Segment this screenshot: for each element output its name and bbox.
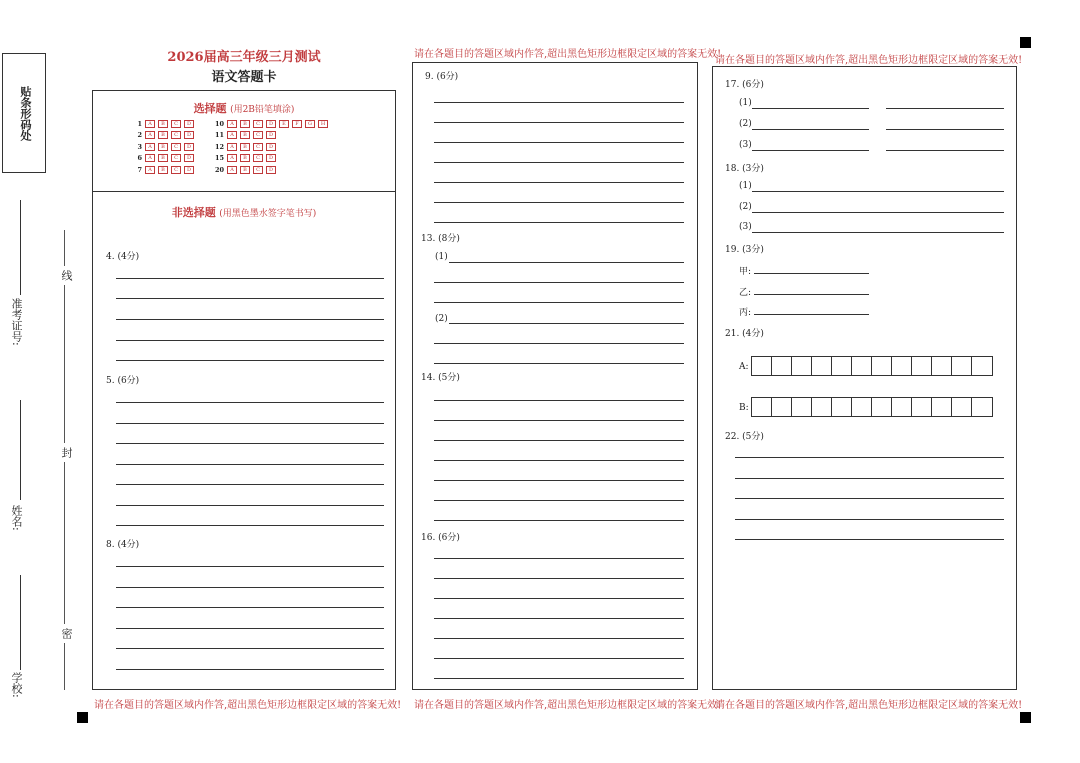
question-13-label: 13. (8分) [421,234,460,244]
question-17-part-3: (3) [739,140,752,150]
answer-line[interactable] [434,658,684,659]
answer-line[interactable] [754,273,869,274]
answer-line[interactable] [752,232,1004,233]
warning-bottom-middle: 请在各题目的答题区域内作答,超出黑色矩形边框限定区域的答案无效! [414,700,722,711]
barcode-label: 贴条形码处 [19,86,32,141]
question-16-label: 16. (6分) [421,533,460,543]
answer-line[interactable] [434,400,684,401]
question-22-label: 22. (5分) [725,432,764,442]
school-underline [20,575,21,670]
answer-line[interactable] [116,566,384,567]
answer-line[interactable] [886,129,1004,130]
question-17-part-2: (2) [739,119,752,129]
registration-mark-bottom-right [1020,712,1031,723]
question-19-part-c: 丙: [739,308,752,318]
warning-bottom-right: 请在各题目的答题区域内作答,超出黑色矩形边框限定区域的答案无效! [715,700,1023,711]
seal-char-mi: 密 [58,624,74,643]
answer-line[interactable] [754,314,869,315]
answer-line[interactable] [116,484,384,485]
registration-mark-top-right [1020,37,1031,48]
question-17-part-1: (1) [739,98,752,108]
question-19-label: 19. (3分) [725,245,764,255]
choice-row[interactable]: 15 A B C D [212,154,276,162]
answer-line[interactable] [434,618,684,619]
nonchoice-heading [92,204,396,220]
answer-line[interactable] [116,278,384,279]
answer-line[interactable] [886,108,1004,109]
question-21-part-a: A: [739,362,749,372]
answer-line[interactable] [116,607,384,608]
question-8-label: 8. (4分) [106,540,140,550]
answer-line[interactable] [752,212,1004,213]
question-18-part-1: (1) [739,181,752,191]
answer-line[interactable] [116,525,384,526]
warning-top-middle: 请在各题目的答题区域内作答,超出黑色矩形边框限定区域的答案无效! [414,49,722,60]
question-17-label: 17. (6分) [725,80,764,90]
panel-right [712,66,1017,690]
answer-line[interactable] [735,498,1004,499]
answer-line[interactable] [116,628,384,629]
answer-line[interactable] [434,480,684,481]
question-13-part-1: (1) [435,252,448,262]
warning-bottom-left: 请在各题目的答题区域内作答,超出黑色矩形边框限定区域的答案无效! [94,700,402,711]
answer-line[interactable] [449,262,684,263]
character-grid-a[interactable] [751,356,993,376]
answer-line[interactable] [434,282,684,283]
answer-line[interactable] [735,457,1004,458]
answer-line[interactable] [434,638,684,639]
answer-line[interactable] [434,102,684,103]
question-18-part-3: (3) [739,222,752,232]
choice-row[interactable]: 7 A B C D [134,166,194,174]
choice-title: 选择题 [193,102,227,115]
answer-line[interactable] [752,191,1004,192]
question-18-part-2: (2) [739,202,752,212]
answer-line[interactable] [735,519,1004,520]
choice-note: (用2B铅笔填涂) [230,105,295,115]
barcode-box [2,53,46,173]
seal-char-line: 线 [58,266,74,285]
choice-row[interactable]: 10 A B C D E F G H [212,120,328,128]
choice-heading [92,100,396,116]
answer-line[interactable] [434,302,684,303]
question-13-part-2: (2) [435,314,448,324]
choice-row[interactable]: 3 A B C D [134,143,194,151]
seal-char-seal: 封 [58,443,74,462]
name-underline [20,400,21,500]
question-9-label: 9. (6分) [425,72,459,82]
choice-row[interactable]: 20 A B C D [212,166,276,174]
answer-line[interactable] [116,360,384,361]
answer-line[interactable] [434,343,684,344]
answer-line[interactable] [886,150,1004,151]
answer-line[interactable] [116,648,384,649]
answer-line[interactable] [116,464,384,465]
answer-line[interactable] [116,443,384,444]
answer-line[interactable] [735,478,1004,479]
name-label: 姓名: [10,505,23,531]
answer-line[interactable] [434,202,684,203]
exam-id-label: 准考证号: [10,298,23,346]
choice-row[interactable]: 2 A B C D [134,131,194,139]
question-5-label: 5. (6分) [106,376,140,386]
answer-line[interactable] [754,294,869,295]
answer-line[interactable] [449,323,684,324]
nonchoice-note: (用黑色墨水签字笔书写) [219,209,317,219]
exam-title: 2026届高三年级三月测试 [167,50,321,65]
character-grid-b[interactable] [751,397,993,417]
answer-line[interactable] [434,122,684,123]
answer-line[interactable] [434,162,684,163]
question-21-label: 21. (4分) [725,329,764,339]
question-19-part-a: 甲: [739,267,752,277]
school-label: 学校: [10,672,23,698]
answer-line[interactable] [116,669,384,670]
answer-line[interactable] [752,129,869,130]
answer-line[interactable] [116,423,384,424]
question-18-label: 18. (3分) [725,164,764,174]
choice-row[interactable]: 6 A B C D [134,154,194,162]
answer-line[interactable] [116,298,384,299]
answer-line[interactable] [434,142,684,143]
answer-line[interactable] [434,598,684,599]
answer-line[interactable] [116,505,384,506]
registration-mark-bottom-left [77,712,88,723]
choice-row[interactable]: 1 A B C D [134,120,194,128]
answer-line[interactable] [434,460,684,461]
answer-line[interactable] [434,222,684,223]
choice-divider [92,191,396,192]
answer-line[interactable] [434,578,684,579]
nonchoice-title: 非选择题 [171,206,216,219]
answer-line[interactable] [434,520,684,521]
answer-line[interactable] [434,500,684,501]
panel-left [92,90,396,690]
warning-top-right: 请在各题目的答题区域内作答,超出黑色矩形边框限定区域的答案无效! [715,55,1023,66]
answer-line[interactable] [116,319,384,320]
question-14-label: 14. (5分) [421,373,460,383]
answer-line[interactable] [434,678,684,679]
answer-line[interactable] [434,440,684,441]
choice-row[interactable]: 11 A B C D [212,131,276,139]
question-19-part-b: 乙: [739,288,752,298]
answer-line[interactable] [752,150,869,151]
answer-line[interactable] [735,539,1004,540]
question-4-label: 4. (4分) [106,252,140,262]
answer-line[interactable] [116,340,384,341]
answer-line[interactable] [752,108,869,109]
answer-line[interactable] [116,402,384,403]
card-title: 语文答题卡 [211,70,277,85]
answer-line[interactable] [434,363,684,364]
choice-row[interactable]: 12 A B C D [212,143,276,151]
answer-line[interactable] [434,420,684,421]
answer-line[interactable] [116,587,384,588]
answer-line[interactable] [434,558,684,559]
question-21-part-b: B: [739,403,749,413]
exam-id-underline [20,200,21,295]
answer-line[interactable] [434,182,684,183]
